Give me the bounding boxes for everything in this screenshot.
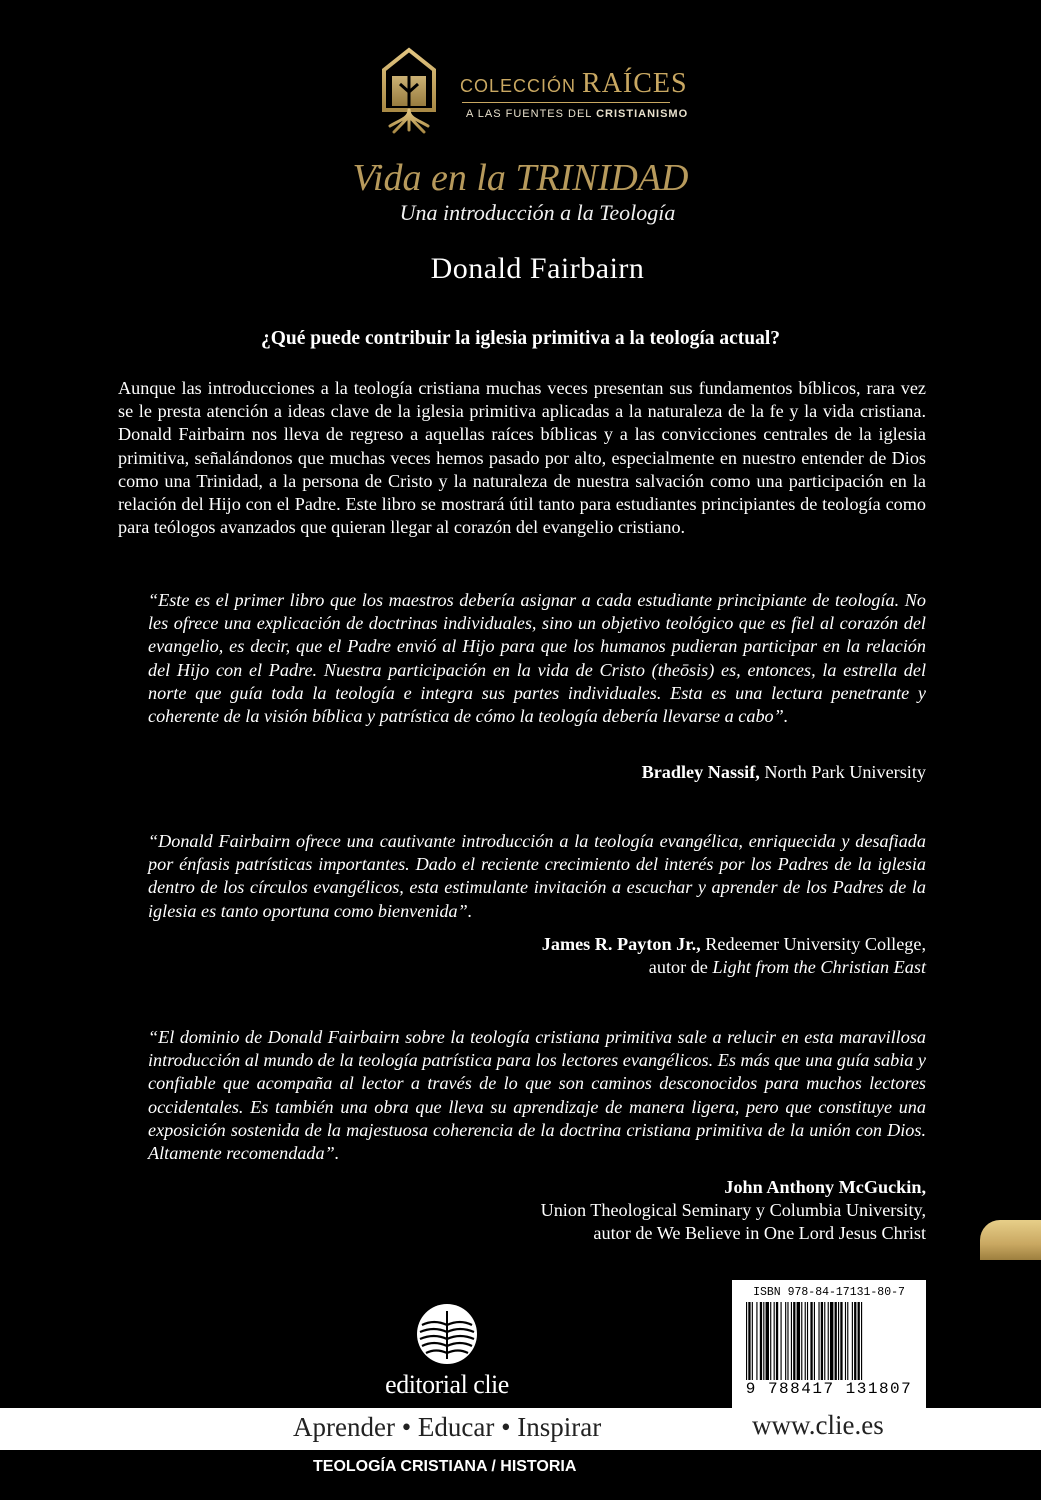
book-title: Vida en la TRINIDAD [352, 157, 689, 199]
barcode-bar [776, 1302, 778, 1380]
endorser-name: Bradley Nassif, [641, 762, 760, 782]
barcode-bar [763, 1302, 764, 1380]
publisher-website: www.clie.es [752, 1410, 884, 1440]
endorser-affiliation: Redeemer University College, [700, 934, 926, 954]
barcode-panel [732, 1280, 926, 1408]
endorsement-quote: “Este es el primer libro que los maestros debería asignar a cada estudiante principiante de teología. No les ofrece una explicación de doctrinas individuales, sino un objetivo teológico que es fiel al corazón del evangelio, es decir, que el Padre envió al Hijo para que los humanos pudieran participar en la relación del Hijo con el Padre. Nuestra participación en la vida de Cristo (theōsis) es, entonces, la estrella del norte que guía toda la teología e integra sus partes individuales. Esta es una lectura penetrante y coherente de la visión bíblica y patrística de cómo la teología debería llevarse a cabo”. [148, 590, 926, 727]
barcode-bar [858, 1302, 860, 1380]
gold-tab-decoration [980, 1220, 1041, 1260]
publisher-motto: Aprender • Educar • Inspirar [293, 1412, 602, 1442]
barcode-bar [781, 1302, 782, 1380]
series-divider [462, 102, 670, 103]
book-author: Donald Fairbairn [430, 252, 645, 285]
barcode-bar [752, 1302, 753, 1380]
open-book-globe-icon [416, 1303, 478, 1365]
series-tagline-bold: CRISTIANISMO [596, 108, 689, 120]
endorsement-quote: “El dominio de Donald Fairbairn sobre la teología cristiana primitiva sale a relucir en esta maravillosa introducción al mundo de la teología patrística para los lectores evangélicos. Es más que una guía sabia y confiable que acompaña al lector a través de lo que son caminos desconocidos para muchos lectores occidentales. Es también una obra que lleva su aprendizaje de manera ligera, pero que constituye una exposición sostenida de la majestuosa coherencia de la doctrina cristiana primitiva de la unión con Dios. Altamente recomendada”. [148, 1027, 926, 1164]
book-category: TEOLOGÍA CRISTIANA / HISTORIA [313, 1458, 577, 1475]
barcode-bar [828, 1302, 829, 1380]
barcode-bar [824, 1302, 825, 1380]
barcode-bar [801, 1302, 802, 1380]
barcode-bar [774, 1302, 775, 1380]
endorser-line-2 [148, 956, 926, 979]
barcode-bar [845, 1302, 846, 1380]
barcode-digits: 9 788417 131807 [745, 1380, 913, 1398]
barcode-bar [861, 1302, 862, 1380]
barcode-bar [770, 1302, 771, 1380]
barcode-bar [818, 1302, 819, 1380]
series-tagline [466, 108, 688, 120]
barcode-bar [756, 1302, 757, 1380]
book-subtitle: Una introducción a la Teología [399, 200, 676, 225]
barcode-bar [807, 1302, 808, 1380]
barcode-bar [766, 1302, 769, 1380]
publisher-name: editorial clie [385, 1370, 509, 1399]
series-logo [378, 46, 689, 136]
barcode-bar [854, 1302, 856, 1380]
series-name [460, 68, 688, 100]
barcode-bar [810, 1302, 812, 1380]
barcode-bar [791, 1302, 792, 1380]
series-prefix: COLECCIÓN [460, 76, 577, 96]
barcode-bar [797, 1302, 800, 1380]
lead-question: ¿Qué puede contribuir la iglesia primitiva a la teología actual? [260, 328, 781, 349]
barcode-bar [830, 1302, 833, 1380]
barcode-bar [787, 1302, 788, 1380]
barcode-bar [805, 1302, 806, 1380]
barcode-icon [744, 1302, 916, 1380]
book-description: Aunque las introducciones a la teología cristiana muchas veces presentan sus fundamentos bíblicos, rara vez se le presta atención a ideas clave de la iglesia primitiva aplicadas a la naturaleza de la fe y la vida cristiana. Donald Fairbairn nos lleva de regreso a aquellas raíces bíblicas y a las convicciones centrales de la iglesia primitiva, señalándonos que muchas veces hemos pasado por alto, especialmente en nuestro entender de Dios como una Trinidad, a la persona de Cristo y la naturaleza de nuestra salvación como una participación en la relación del Hijo con el Padre. Este libro se mostrará útil tanto para estudiantes principiantes de teología como para teólogos avanzados que quieran llegar al corazón del evangelio cristiano. [118, 378, 926, 538]
church-tree-roots-icon [378, 46, 440, 134]
barcode-bar [840, 1302, 842, 1380]
endorsement-quote: “Donald Fairbairn ofrece una cautivante introducción a la teología evangélica, enriquecida y desafiada por énfasis patrísticas importantes. Dado el reciente crecimiento del interés por los Padres de la iglesia dentro de los círculos evangélicos, esta estimulante invitación a escuchar y aprender de los Padres de la iglesia es tanto oportuna como bienvenida”. [148, 831, 926, 921]
endorser-name: James R. Payton Jr., [541, 934, 701, 954]
barcode-bar [821, 1302, 823, 1380]
barcode-bar [793, 1302, 795, 1380]
isbn-label: ISBN 978-84-17131-80-7 [753, 1286, 905, 1299]
series-tagline-prefix: A LAS FUENTES DEL [466, 108, 593, 120]
barcode-bar [748, 1302, 750, 1380]
endorsement-attribution [148, 933, 926, 979]
endorser-line-1 [148, 933, 926, 956]
barcode-bar [847, 1302, 848, 1380]
barcode-bar [814, 1302, 815, 1380]
series-name-big: RAÍCES [582, 68, 688, 99]
barcode-bar [785, 1302, 786, 1380]
barcode-bar [852, 1302, 853, 1380]
endorser-book-prefix: autor de [648, 957, 713, 978]
endorsement-attribution [148, 761, 926, 784]
endorser-book: autor de We Believe in One Lord Jesus Christ [593, 1223, 926, 1244]
endorser-name: John Anthony McGuckin, [724, 1177, 926, 1197]
barcode-bar [838, 1302, 839, 1380]
endorsement-attribution [148, 1176, 926, 1246]
barcode-bar [760, 1302, 762, 1380]
endorser-affiliation: North Park University [759, 762, 926, 782]
endorser-book-title: Light from the Christian East [712, 957, 926, 978]
endorser-affiliation: Union Theological Seminary y Columbia University, [540, 1200, 926, 1221]
barcode-bar [746, 1302, 747, 1380]
barcode-bar [835, 1302, 837, 1380]
